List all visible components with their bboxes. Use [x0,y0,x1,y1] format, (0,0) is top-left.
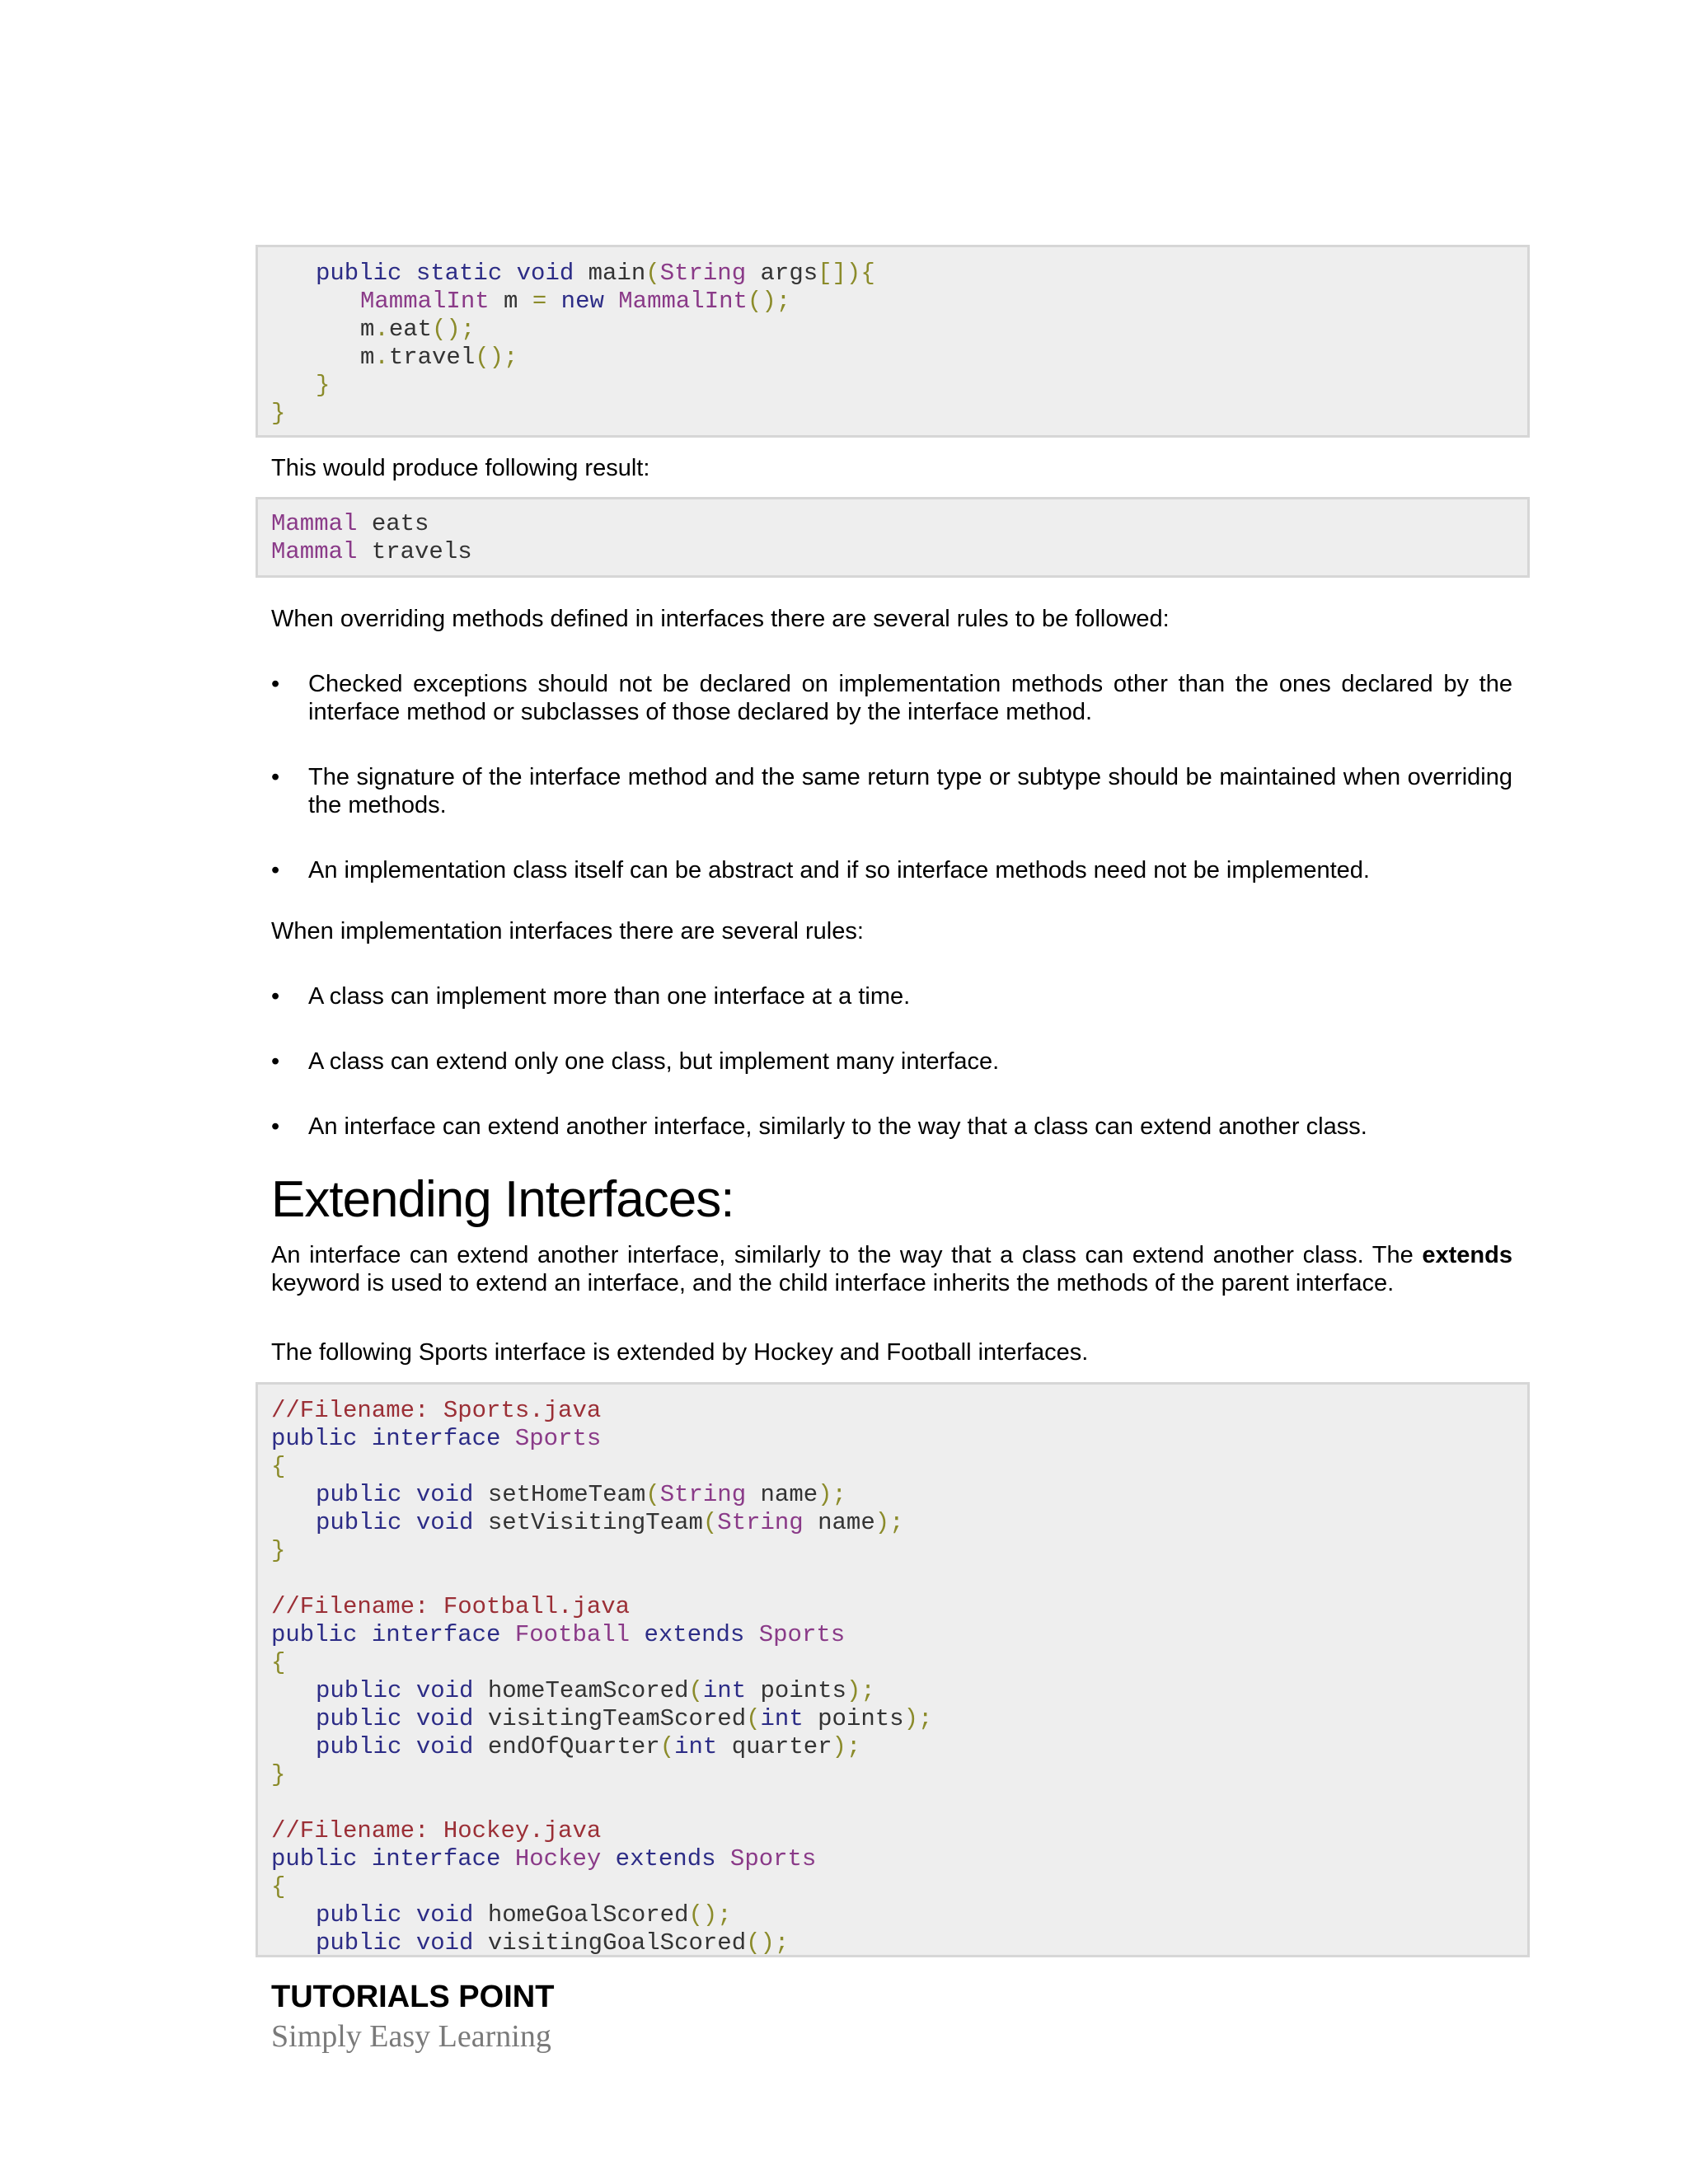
code-token: int [674,1733,718,1760]
code-token: eats [357,510,429,537]
bullet-icon: • [271,1113,280,1140]
code-token: ); [818,1481,846,1508]
output-block [256,497,1530,578]
bullet-text: A class can implement more than one interface at a time. [308,983,911,1010]
code-token: main [588,260,646,287]
code-token: int [702,1677,747,1704]
code-token: ); [846,1677,875,1704]
code-line [258,316,1527,344]
extends-para-before: An interface can extend another interface, similarly to the way that a class can extend another class. The [271,1242,1423,1268]
code-token: m [360,344,375,371]
code-token: public void [316,1705,488,1732]
code-line [258,1537,1527,1565]
code-token: { [271,1453,286,1480]
code-token: ); [903,1705,933,1732]
implementation-rule-2 [271,1047,1512,1076]
code-line [258,1845,1527,1873]
code-token: homeTeamScored [487,1677,689,1704]
code-token: MammalInt [618,288,748,315]
code-token: } [316,372,331,399]
section-heading: Extending Interfaces: [271,1171,734,1228]
code-line [258,1817,1527,1845]
code-token: name [803,1509,875,1536]
overriding-rule-3 [271,856,1512,884]
bullet-icon: • [271,1048,280,1075]
code-token: Hockey [514,1845,602,1872]
code-line [258,1761,1527,1789]
code-token: . [374,344,389,371]
code-token: Sports [729,1845,817,1872]
code-token: ( [746,1705,761,1732]
code-token: homeGoalScored [487,1901,689,1929]
code-token: } [271,400,286,427]
code-line [258,1901,1527,1929]
extends-paragraph [271,1241,1512,1297]
code-token: public interface [271,1621,515,1648]
code-line [258,1397,1527,1425]
code-token: visitingTeamScored [487,1705,747,1732]
code-token: (); [688,1901,732,1929]
overriding-rule-2 [271,763,1512,819]
bullet-icon: • [271,764,280,790]
code-token: (); [746,1929,790,1957]
code-token: (); [747,288,791,315]
code-line [258,400,1527,428]
code-token: travel [388,344,476,371]
footer-tagline: Simply Easy Learning [271,2019,551,2054]
bullet-text: An interface can extend another interface, similarly to the way that a class can extend another class. [308,1113,1367,1140]
code-token: } [271,1761,286,1788]
code-token: public void [316,1481,488,1508]
code-token: Mammal [271,510,358,537]
extends-keyword: extends [1422,1242,1512,1268]
code-token: int [760,1705,804,1732]
code-line [258,1649,1527,1677]
code-token: Mammal [271,538,358,565]
code-token: travels [357,538,472,565]
code-token: public void [316,1901,488,1929]
code-token: extends [601,1845,730,1872]
code-token: { [271,1873,286,1900]
bullet-icon: • [271,671,280,697]
code-line [258,1481,1527,1509]
code-line [258,1621,1527,1649]
result-intro: This would produce following result: [271,455,650,481]
bullet-icon: • [271,857,280,883]
code-token: String [659,260,747,287]
code-token: MammalInt [360,288,490,315]
code-token: Sports [758,1621,846,1648]
code-token: visitingGoalScored [487,1929,747,1957]
code-token: new [546,288,619,315]
bullet-icon: • [271,983,280,1010]
code-token: endOfQuarter [487,1733,660,1760]
code-token: ( [645,1481,660,1508]
code-token: { [271,1649,286,1676]
code-token: . [374,316,389,343]
code-block-main-method [256,245,1530,438]
code-token: points [803,1705,904,1732]
code-token: name [746,1481,818,1508]
code-token: ); [832,1733,861,1760]
code-token: public void [316,1509,488,1536]
code-token: ); [874,1509,904,1536]
code-token: public void [316,1733,488,1760]
code-token: m [489,288,532,315]
code-token: ( [659,1733,675,1760]
code-token: points [746,1677,846,1704]
code-token: (); [432,316,476,343]
code-token: m [360,316,375,343]
code-token: = [532,288,547,315]
code-token: //Filename: Hockey.java [271,1817,602,1844]
overriding-intro: When overriding methods defined in interfaces there are several rules to be followed: [271,606,1170,632]
extends-para-after: keyword is used to extend an interface, and the child interface inherits the methods of the parent interface. [271,1270,1395,1296]
code-token: public void [316,1677,488,1704]
code-token: setHomeTeam [487,1481,646,1508]
bullet-text: A class can extend only one class, but implement many interface. [308,1048,1000,1075]
code-token: } [271,1537,286,1564]
code-line [258,1677,1527,1705]
code-token: []){ [818,260,875,287]
code-token: Football [514,1621,631,1648]
code-token: args [746,260,818,287]
code-token: String [717,1509,804,1536]
implementation-rule-1 [271,982,1512,1010]
code-token: setVisitingTeam [487,1509,703,1536]
code-line [258,1453,1527,1481]
code-token: ( [688,1677,703,1704]
code-line [258,538,1527,566]
code-token: quarter [717,1733,832,1760]
code-token: public static void [316,260,588,287]
code-token: ( [645,260,660,287]
code-token: extends [630,1621,759,1648]
code-token: String [659,1481,747,1508]
code-token: public void [316,1929,488,1957]
code-line [258,1593,1527,1621]
code-line [258,1929,1527,1957]
code-token: (); [475,344,518,371]
code-token: //Filename: Football.java [271,1593,631,1620]
implementation-rule-3 [271,1113,1512,1141]
code-line [258,1509,1527,1537]
code-token: public interface [271,1845,515,1872]
code-line [258,1425,1527,1453]
code-line [258,1873,1527,1901]
footer-brand: TUTORIALS POINT [271,1980,555,2014]
sports-intro: The following Sports interface is extended by Hockey and Football interfaces. [271,1339,1089,1366]
code-block-sports-interfaces [256,1382,1530,1957]
code-blank-line [258,1565,1527,1593]
overriding-rule-1 [271,670,1512,726]
code-token: //Filename: Sports.java [271,1397,602,1424]
code-line [258,1705,1527,1733]
code-token: ( [702,1509,718,1536]
bullet-text: Checked exceptions should not be declared on implementation methods other than the ones declared by the interface method or subclasses of those declared by the interface method. [308,671,1512,725]
code-blank-line [258,1789,1527,1817]
code-line [258,260,1527,288]
bullet-text: An implementation class itself can be abstract and if so interface methods need not be implemented. [308,857,1370,883]
code-token: eat [388,316,433,343]
implementation-intro: When implementation interfaces there are several rules: [271,918,864,944]
code-line [258,1733,1527,1761]
code-token: public interface [271,1425,515,1452]
bullet-text: The signature of the interface method and the same return type or subtype should be maintained when overriding the methods. [308,764,1512,818]
code-token: Sports [514,1425,602,1452]
code-line [258,288,1527,316]
code-line [258,344,1527,372]
code-line [258,372,1527,400]
code-line [258,510,1527,538]
